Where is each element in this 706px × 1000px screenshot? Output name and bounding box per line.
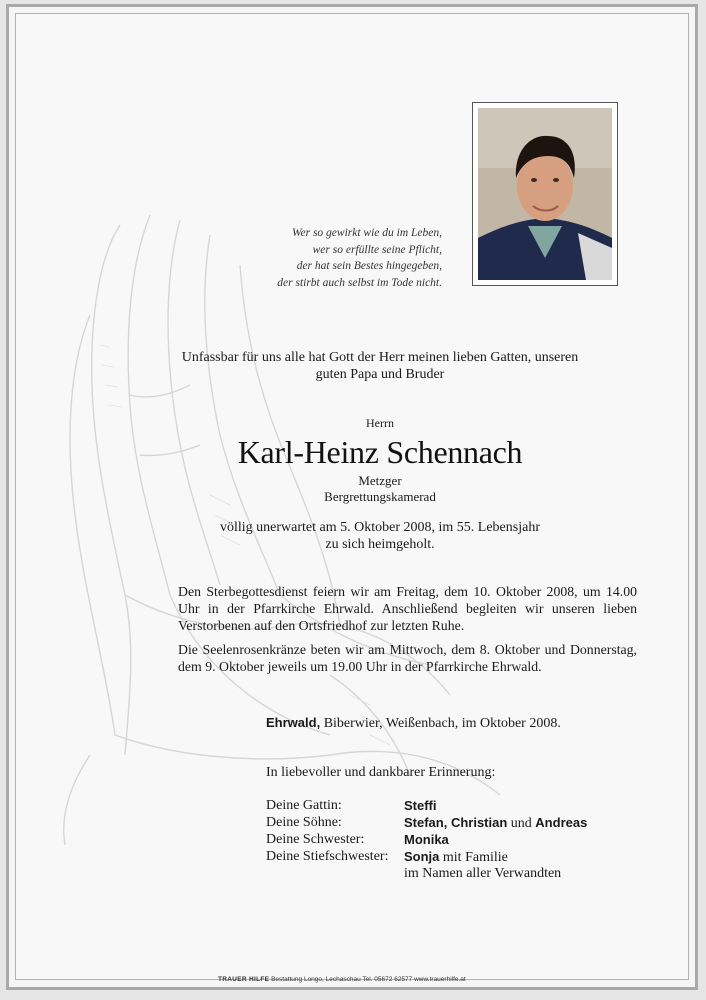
sister-name-text: Monika xyxy=(404,832,449,847)
rosary-paragraph: Die Seelenrosenkränze beten wir am Mittwoch, dem 8. Oktober und Donnerstag, dem 9. Oktober jeweils um 19.00 Uhr in der Pfarrkirche Ehrwald. xyxy=(178,642,637,674)
footer-brand: TRAUER HILFE xyxy=(218,976,270,983)
stepsister-name xyxy=(404,848,508,866)
place-bold: Ehrwald, xyxy=(266,715,321,730)
wife-label: Deine Gattin: xyxy=(266,798,342,813)
stepsister-rest: mit Familie xyxy=(439,850,508,865)
intro-line: guten Papa und Bruder xyxy=(315,367,445,382)
memorial-verse xyxy=(212,225,442,291)
deceased-name: Karl-Heinz Schennach xyxy=(237,434,523,470)
sons-names-a: Stefan, Christian xyxy=(404,815,508,830)
death-notice xyxy=(150,519,610,553)
deceased-affiliation: Bergrettungskamerad xyxy=(324,489,436,504)
verse-line: der stirbt auch selbst im Tode nicht. xyxy=(277,276,442,289)
place-date-line xyxy=(266,715,561,732)
stepsister-label: Deine Stiefschwester: xyxy=(266,849,389,864)
deceased-occupation: Metzger xyxy=(358,473,402,488)
verse-line: Wer so gewirkt wie du im Leben, xyxy=(291,227,442,239)
wife-name-text: Steffi xyxy=(404,798,437,813)
sons-names-b: Andreas xyxy=(535,815,588,830)
sons-and: und xyxy=(507,816,536,831)
portrait-frame xyxy=(472,102,618,286)
footer-imprint xyxy=(218,976,466,983)
wife-name xyxy=(404,797,437,815)
death-line: zu sich heimgeholt. xyxy=(325,537,435,552)
salutation: Herrn xyxy=(366,416,394,430)
stepsister-name-text: Sonja xyxy=(404,849,440,864)
memory-line: In liebevoller und dankbarer Erinnerung: xyxy=(266,765,496,780)
place-rest: Biberwier, Weißenbach, im Oktober 2008. xyxy=(320,716,561,731)
intro-text xyxy=(150,349,610,383)
sons-names xyxy=(404,814,587,832)
intro-line: Unfassbar für uns alle hat Gott der Herr meinen lieben Gatten, unseren xyxy=(181,350,579,365)
relatives-line: im Namen aller Verwandten xyxy=(404,866,562,881)
funeral-service-paragraph: Den Sterbegottesdienst feiern wir am Freitag, dem 10. Oktober 2008, um 14.00 Uhr in der Pfarrkirche Ehrwald. Anschließend begleiten wir unseren lieben Verstorbenen auf den Ortsfriedhof zur letzten Ruhe. xyxy=(178,584,637,633)
death-line: völlig unerwartet am 5. Oktober 2008, im 55. Lebensjahr xyxy=(220,520,540,535)
sister-name xyxy=(404,831,449,849)
portrait-photo xyxy=(478,108,612,280)
footer-text: Bestattung Longo, Lechaschau Tel. 05672 62577 www.trauerhilfe.at xyxy=(269,976,466,983)
sister-label: Deine Schwester: xyxy=(266,832,365,847)
sons-label: Deine Söhne: xyxy=(266,815,342,830)
verse-line: der hat sein Bestes hingegeben, xyxy=(296,260,442,272)
verse-line: wer so erfüllte seine Pflicht, xyxy=(312,243,442,256)
